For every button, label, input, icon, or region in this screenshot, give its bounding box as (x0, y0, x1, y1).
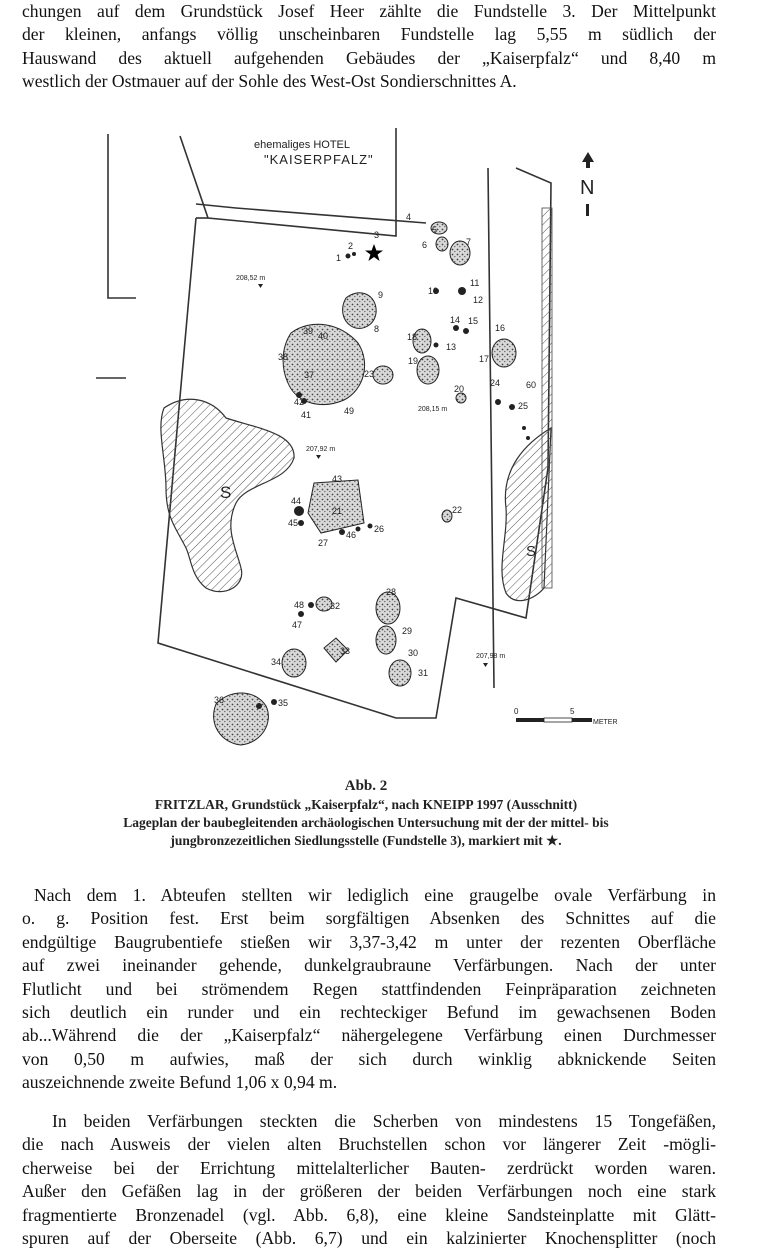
feature-number: 21 (332, 506, 343, 516)
feature-number: 37 (304, 370, 315, 380)
figure-caption-line: Lageplan der baubegleitenden archäologischen Untersuchung mit der der mittel- bis (123, 815, 609, 830)
hotel-label: "KAISERPFALZ" (264, 152, 374, 167)
text-line: von 0,50 m aufwies, maß der sich durch winklig abknickende Seiten (22, 1048, 716, 1069)
feature-number: 8 (374, 324, 380, 334)
text-line: endgültige Baugrubentiefe stießen wir 3,37-3,42 m unter der rezenten Oberfläche (22, 931, 716, 952)
feature-number: 3 (374, 230, 380, 240)
feature-number: 46 (346, 530, 357, 540)
feature-number: 60 (526, 380, 537, 390)
feature-number: 12 (473, 295, 484, 305)
feature-number: 2 (348, 241, 354, 251)
text-line: chungen auf dem Grundstück Josef Heer zählte die Fundstelle 3. Der Mittelpunkt (22, 1, 716, 21)
feature-number: 7 (466, 237, 472, 247)
feature-number: 15 (468, 316, 479, 326)
text-line: die nach Ausweis der vielen alten Bruchstellen schon vor längerer Zeit -mögli- (22, 1134, 716, 1155)
feature-number: 32 (330, 601, 341, 611)
feature-number: 45 (288, 518, 299, 528)
feature-number: 26 (374, 524, 385, 534)
east-wall (542, 208, 552, 588)
feature-number: 27 (318, 538, 329, 548)
text-line: Nach dem 1. Abteufen stellten wir lediglich eine graugelbe ovale Verfärbung in (34, 885, 716, 905)
s-label-east: S (526, 543, 537, 560)
s-label-west: S (220, 483, 232, 502)
text-line: fragmentierte Bronzenadel (vgl. Abb. 6,8), eine kleine Sandsteinplatte mit Glätt- (22, 1204, 716, 1225)
feature-number: 22 (452, 505, 463, 515)
text-line: Hauswand des aktuell aufgehenden Gebäudes der „Kaiserpfalz“ und 8,40 m (22, 47, 716, 68)
feature-number: 13 (446, 342, 457, 352)
text-line: Außer den Gefäßen lag in der größeren der beiden Verfärbungen noch eine stark (22, 1181, 716, 1202)
feature-number: 40 (318, 331, 329, 341)
feature-number: 31 (418, 668, 429, 678)
feature-number: 28 (386, 587, 397, 597)
text-line: o. g. Position fest. Erst beim sorgfältigen Absenken des Schnittes auf die (22, 908, 716, 929)
hotel-label: ehemaliges HOTEL (254, 139, 350, 151)
feature-number: 9 (378, 290, 384, 300)
feature-number: 25 (518, 401, 529, 411)
feature-number: 10 (428, 286, 439, 296)
feature-number: 29 (402, 626, 413, 636)
feature-number: 43 (332, 474, 343, 484)
feature-number: 6 (422, 240, 428, 250)
scale-zero: 0 (514, 707, 519, 716)
feature-number: 11 (470, 278, 480, 288)
elevation-label: 207,92 m (306, 446, 336, 453)
text-line: spuren auf der Oberseite (Abb. 6,7) und ein kalzinierter Knochensplitter (noch (22, 1228, 716, 1249)
scale-unit: METER (593, 719, 618, 726)
feature-number: 30 (408, 648, 419, 658)
feature-number: 24 (490, 378, 501, 388)
feature-number: 35 (278, 698, 289, 708)
elevation-label: 208,15 m (418, 406, 448, 413)
feature-number: 23 (364, 369, 375, 379)
scale-five: 5 (570, 707, 575, 716)
feature-number: 36 (214, 695, 225, 705)
feature-number: 41 (301, 410, 312, 420)
feature-number: 33 (340, 646, 351, 656)
feature-number: 16 (495, 323, 506, 333)
feature-number: 5 (432, 225, 438, 235)
site-plan-figure (96, 128, 636, 768)
figure-caption-line: jungbronzezeitlichen Siedlungsstelle (Fundstelle 3), markiert mit ★. (170, 833, 562, 848)
feature-number: 49 (344, 406, 355, 416)
feature-number: 38 (278, 352, 289, 362)
text-line: sich deutlich ein runder und ein rechteckiger Befund im gewachsenen Boden (22, 1002, 716, 1023)
feature-number: 48 (294, 600, 305, 610)
north-arrow-icon (580, 152, 594, 216)
feature-number: 18 (407, 332, 418, 342)
figure-number: Abb. 2 (344, 778, 388, 794)
star-marker-icon (365, 244, 383, 261)
feature-number: 44 (291, 496, 302, 506)
text-line: cherweise bei der Errichtung mittelalterlicher Bauten- zerdrückt worden waren. (22, 1157, 716, 1178)
text-line: ab...Während die der „Kaiserpfalz“ nähergelegene Verfärbung einen Durchmesser (22, 1025, 716, 1046)
text-line: westlich der Ostmauer auf der Sohle des West-Ost Sondierschnittes A. (22, 71, 517, 92)
paragraph-findings (22, 884, 716, 1095)
text-line: Flutlicht und bei strömendem Regen stattfindenden Feinpräparation zeichneten (22, 978, 716, 999)
text-line: auf zwei ineinander gehende, dunkelgraubraune Verfärbungen. Nach der unter (22, 955, 716, 976)
elevation-label: 207,98 m (476, 653, 506, 660)
figure-title: FRITZLAR, Grundstück „Kaiserpfalz“, nach KNEIPP 1997 (Ausschnitt) (154, 797, 578, 812)
feature-number: 47 (292, 620, 303, 630)
feature-number: 1 (336, 253, 342, 263)
paragraph-top (22, 0, 716, 94)
paragraph-vessels (22, 1110, 716, 1250)
text-line: auszeichnende zweite Befund 1,06 x 0,94 m. (22, 1072, 338, 1093)
text-line: der kleinen, anfangs völlig unscheinbaren Fundstelle lag 5,55 m südlich der (22, 24, 716, 45)
feature-number: 39 (303, 326, 314, 336)
scale-bar (514, 707, 618, 726)
feature-number: 4 (406, 212, 412, 222)
feature-number: 19 (408, 356, 419, 366)
text-line: In beiden Verfärbungen steckten die Scherben von mindestens 15 Tongefäßen, (52, 1111, 716, 1131)
north-label: N (580, 177, 595, 199)
feature-number: 17 (479, 354, 490, 364)
feature-number: 20 (454, 384, 465, 394)
feature-number: 14 (450, 315, 461, 325)
elevation-label: 208,52 m (236, 275, 266, 282)
feature-number: 42 (294, 397, 305, 407)
feature-number: 34 (271, 657, 282, 667)
